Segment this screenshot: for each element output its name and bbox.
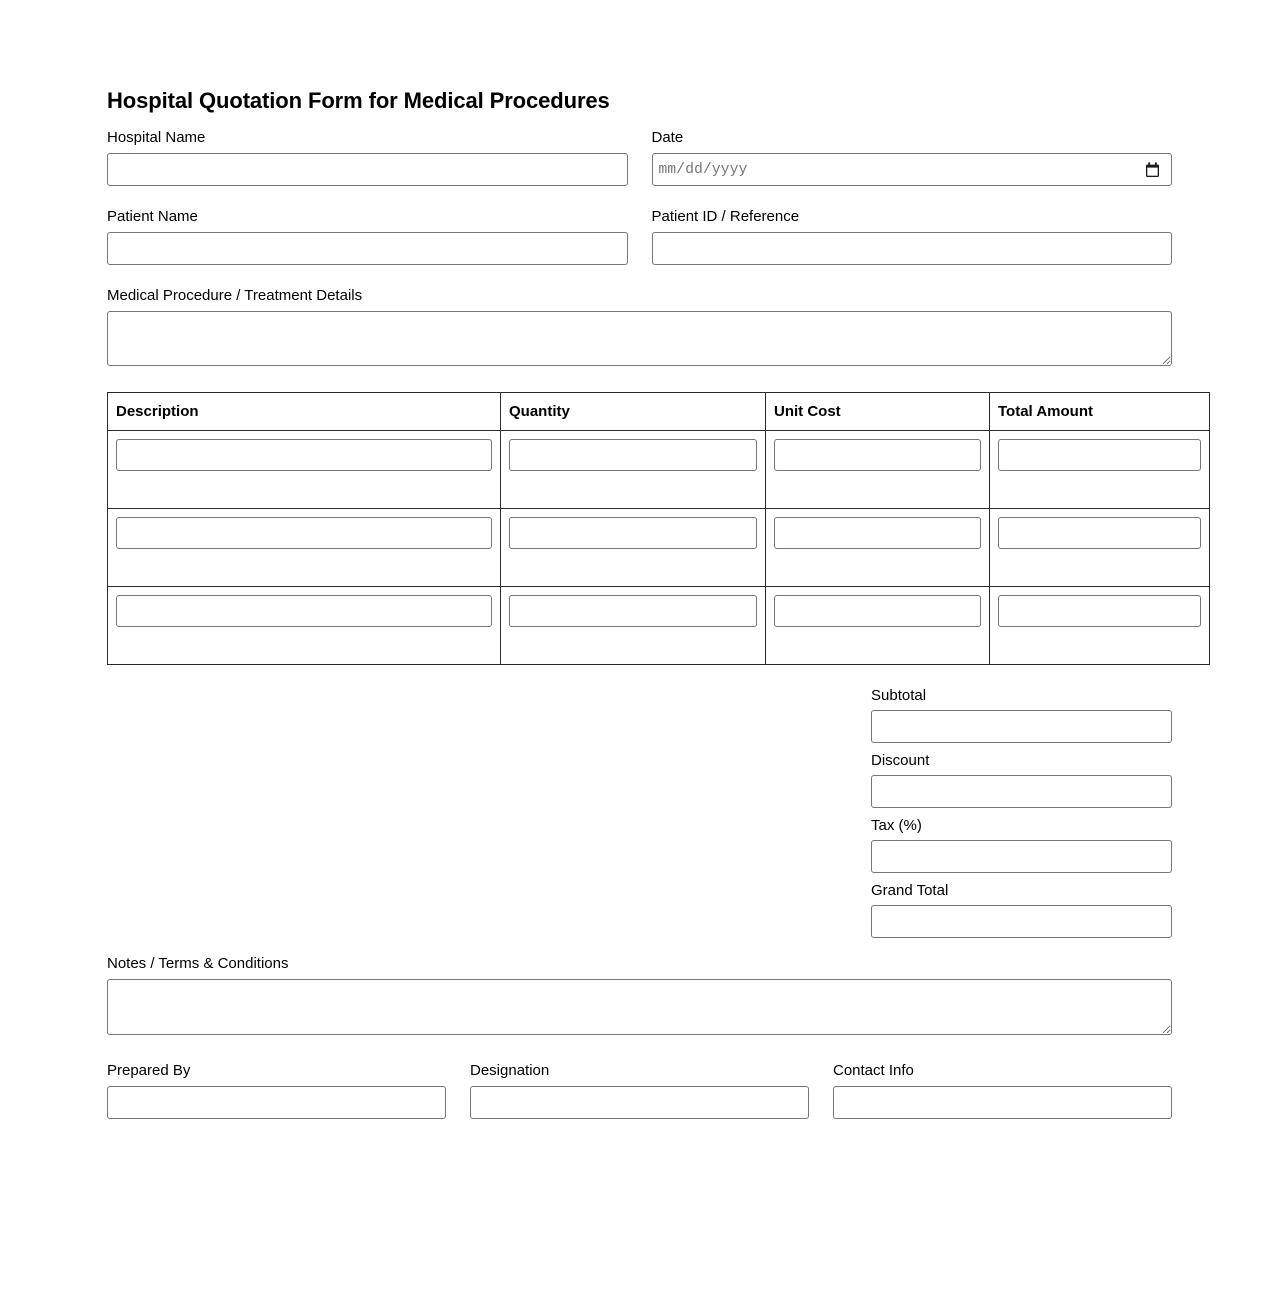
column-header-unit-cost: Unit Cost bbox=[766, 393, 990, 431]
patient-name-field-group bbox=[107, 208, 628, 265]
item-unit-cost-input-2[interactable] bbox=[774, 517, 981, 549]
contact-info-label: Contact Info bbox=[833, 1062, 914, 1080]
hospital-name-field-group bbox=[107, 129, 628, 186]
patient-id-input[interactable] bbox=[652, 232, 1173, 265]
cell-unit-cost bbox=[766, 431, 990, 509]
tax-label: Tax (%) bbox=[871, 817, 922, 835]
discount-label: Discount bbox=[871, 752, 930, 770]
notes-label: Notes / Terms & Conditions bbox=[107, 955, 289, 973]
prepared-by-label: Prepared By bbox=[107, 1062, 191, 1080]
cell-quantity bbox=[501, 509, 766, 587]
item-unit-cost-input-3[interactable] bbox=[774, 595, 981, 627]
totals-box bbox=[871, 687, 1172, 938]
patient-row bbox=[107, 208, 1172, 265]
tax-input[interactable] bbox=[871, 840, 1172, 873]
table-row bbox=[108, 587, 1210, 665]
cell-description bbox=[108, 587, 501, 665]
tax-field-group bbox=[871, 817, 1172, 873]
discount-field-group bbox=[871, 752, 1172, 808]
item-quantity-input-2[interactable] bbox=[509, 517, 757, 549]
item-total-amount-input-1[interactable] bbox=[998, 439, 1201, 471]
date-input[interactable] bbox=[652, 153, 1173, 186]
cell-total-amount bbox=[990, 587, 1210, 665]
designation-input[interactable] bbox=[470, 1086, 809, 1119]
designation-label: Designation bbox=[470, 1062, 550, 1080]
notes-textarea[interactable] bbox=[107, 979, 1172, 1035]
table-header-row bbox=[108, 393, 1210, 431]
patient-name-input[interactable] bbox=[107, 232, 628, 265]
discount-input[interactable] bbox=[871, 775, 1172, 808]
hospital-date-row bbox=[107, 129, 1172, 186]
line-items-table-body bbox=[108, 431, 1210, 665]
grand-total-label: Grand Total bbox=[871, 882, 949, 900]
item-total-amount-input-3[interactable] bbox=[998, 595, 1201, 627]
item-quantity-input-1[interactable] bbox=[509, 439, 757, 471]
procedure-details-textarea[interactable] bbox=[107, 311, 1172, 366]
designation-field-group bbox=[470, 1062, 809, 1119]
hospital-name-input[interactable] bbox=[107, 153, 628, 186]
cell-quantity bbox=[501, 431, 766, 509]
item-description-input-1[interactable] bbox=[116, 439, 492, 471]
totals-area bbox=[107, 687, 1172, 938]
item-description-input-2[interactable] bbox=[116, 517, 492, 549]
item-unit-cost-input-1[interactable] bbox=[774, 439, 981, 471]
line-items-table-head bbox=[108, 393, 1210, 431]
line-items-table bbox=[107, 392, 1210, 665]
patient-id-label: Patient ID / Reference bbox=[651, 208, 800, 226]
page-title: Hospital Quotation Form for Medical Procedures bbox=[107, 88, 610, 113]
contact-info-input[interactable] bbox=[833, 1086, 1172, 1119]
cell-total-amount bbox=[990, 509, 1210, 587]
date-input-wrapper bbox=[652, 153, 1173, 186]
item-description-input-3[interactable] bbox=[116, 595, 492, 627]
date-label: Date bbox=[651, 129, 684, 147]
cell-description bbox=[108, 431, 501, 509]
column-header-quantity: Quantity bbox=[501, 393, 766, 431]
item-quantity-input-3[interactable] bbox=[509, 595, 757, 627]
table-row bbox=[108, 431, 1210, 509]
prepared-by-field-group bbox=[107, 1062, 446, 1119]
patient-name-label: Patient Name bbox=[107, 208, 198, 226]
grand-total-input[interactable] bbox=[871, 905, 1172, 938]
column-header-description: Description bbox=[108, 393, 501, 431]
cell-description bbox=[108, 509, 501, 587]
subtotal-field-group bbox=[871, 687, 1172, 743]
cell-quantity bbox=[501, 587, 766, 665]
table-row bbox=[108, 509, 1210, 587]
column-header-total-amount: Total Amount bbox=[990, 393, 1210, 431]
notes-field-group bbox=[107, 955, 1172, 1035]
date-field-group bbox=[652, 129, 1173, 186]
contact-info-field-group bbox=[833, 1062, 1172, 1119]
subtotal-label: Subtotal bbox=[871, 687, 927, 705]
prepared-by-input[interactable] bbox=[107, 1086, 446, 1119]
procedure-details-field-group bbox=[107, 287, 1172, 366]
procedure-details-label: Medical Procedure / Treatment Details bbox=[107, 287, 363, 305]
cell-total-amount bbox=[990, 431, 1210, 509]
hospital-name-label: Hospital Name bbox=[107, 129, 206, 147]
cell-unit-cost bbox=[766, 509, 990, 587]
item-total-amount-input-2[interactable] bbox=[998, 517, 1201, 549]
grand-total-field-group bbox=[871, 882, 1172, 938]
subtotal-input[interactable] bbox=[871, 710, 1172, 743]
cell-unit-cost bbox=[766, 587, 990, 665]
patient-id-field-group bbox=[652, 208, 1173, 265]
signature-row bbox=[107, 1062, 1172, 1119]
